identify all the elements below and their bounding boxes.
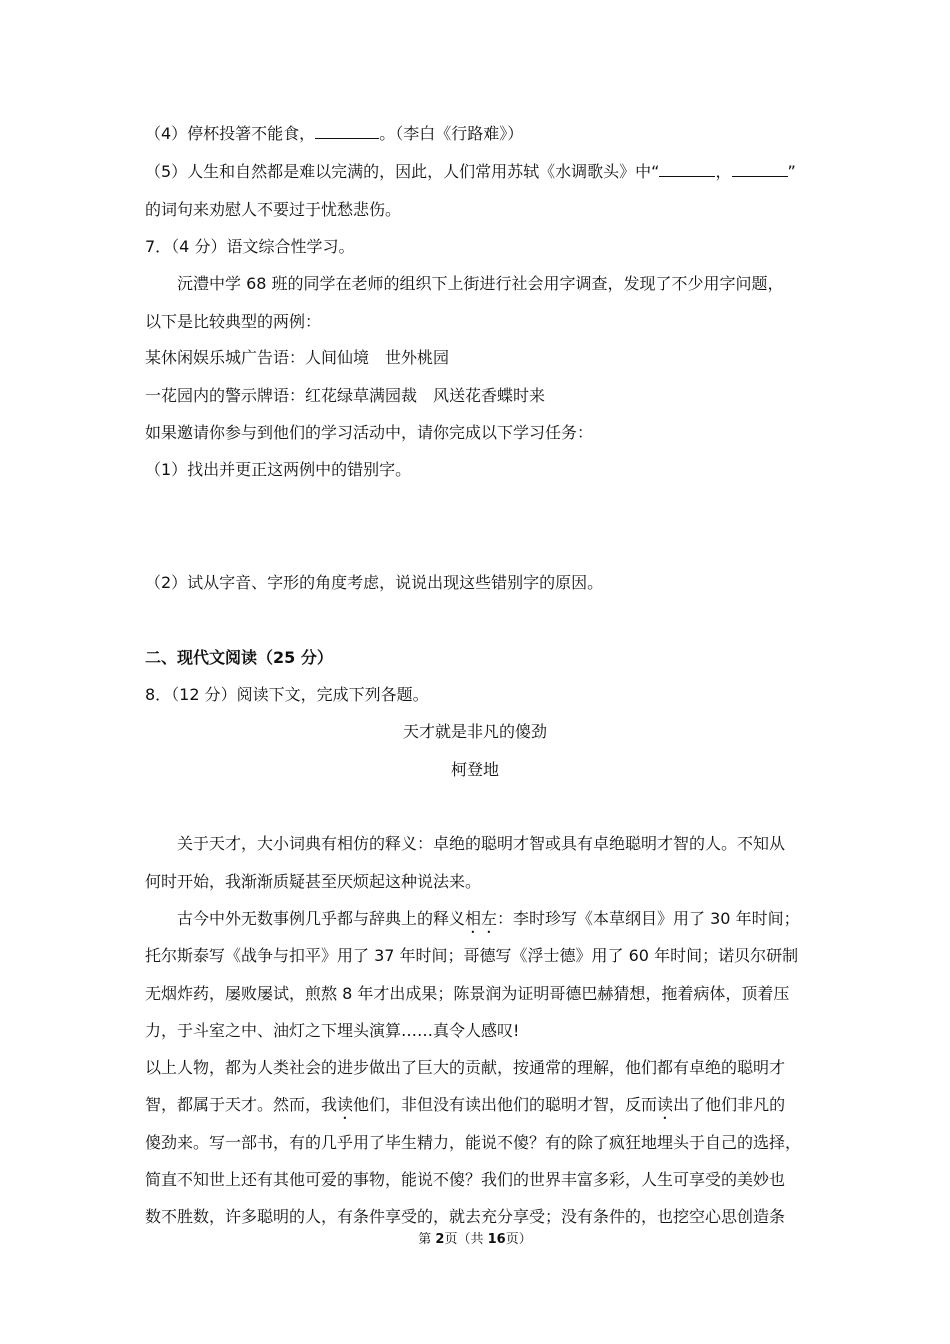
q7-task1: （1）找出并更正这两例中的错别字。 bbox=[145, 460, 412, 479]
answer-blank bbox=[659, 162, 715, 177]
q7-intro-line2: 以下是比较典型的两例： bbox=[145, 312, 322, 331]
page-footer: 第 2页（共 16页） bbox=[418, 1232, 532, 1247]
paragraph3-line4: 简直不知世上还有其他可爱的事物，能说不傻？我们的世界丰富多彩，人生可享受的美妙也 bbox=[145, 1170, 786, 1189]
q6-item5-line2: 的词句来劝慰人不要过于忧愁悲伤。 bbox=[145, 200, 402, 219]
paragraph2-line1: 古今中外无数事例几乎都与辞典上的释义相左：李时珍写《本草纲目》用了 30 年时间； bbox=[177, 909, 800, 928]
paragraph3-line1: 以上人物，都为人类社会的进步做出了巨大的贡献，按通常的理解，他们都有卓绝的聪明才 bbox=[145, 1058, 786, 1077]
paragraph2-line2: 托尔斯泰写《战争与扣平》用了 37 年时间；哥德写《浮士德》用了 60 年时间；诺贝尔研制 bbox=[145, 946, 799, 965]
q7-example2: 一花园内的警示牌语：红花绿草满园裁 风送花香蝶时来 bbox=[145, 386, 546, 405]
paragraph3-line5: 数不胜数，许多聪明的人，有条件享受的，就去充分享受；没有条件的，也挖空心思创造条 bbox=[145, 1207, 786, 1226]
answer-blank bbox=[315, 124, 379, 139]
article-title: 天才就是非凡的傻劲 bbox=[402, 722, 547, 741]
emphasized-word: 相左 bbox=[465, 909, 498, 928]
q6-item5: （5）人生和自然都是难以完满的，因此，人们常用苏轼《水调歌头》中“ ， ” bbox=[145, 162, 796, 181]
paragraph2-line4: 力，于斗室之中、油灯之下埋头演算……真令人感叹! bbox=[145, 1021, 520, 1040]
paragraph1-line1: 关于天才，大小词典有相仿的释义：卓绝的聪明才智或具有卓绝聪明才智的人。不知从 bbox=[177, 834, 786, 853]
q8-header: 8．（12 分）阅读下文，完成下列各题。 bbox=[145, 685, 429, 704]
article-author: 柯登地 bbox=[450, 760, 499, 779]
section-title: 二、现代文阅读（25 分） bbox=[145, 648, 333, 667]
paragraph3-line3: 傻劲来。写一部书，有的几乎用了毕生精力，能说不傻？有的除了疯狂地埋头于自己的选择， bbox=[145, 1133, 802, 1152]
q7-header: 7．（4 分）语文综合性学习。 bbox=[145, 237, 355, 256]
emphasized-word: 读 bbox=[657, 1095, 674, 1114]
q7-intro-line1: 沅澧中学 68 班的同学在老师的组织下上街进行社会用字调查，发现了不少用字问题， bbox=[177, 274, 784, 293]
q7-task-intro: 如果邀请你参与到他们的学习活动中，请你完成以下学习任务： bbox=[145, 423, 594, 442]
page-number: 2 bbox=[435, 1232, 445, 1247]
q7-example1: 某休闲娱乐城广告语：人间仙境 世外桃园 bbox=[145, 348, 450, 367]
answer-blank bbox=[732, 162, 788, 177]
q6-item4: （4）停杯投箸不能食， 。（李白《行路难》） bbox=[145, 124, 524, 143]
paragraph2-line3: 无烟炸药，屡败屡试，煎熬 8 年才出成果；陈景润为证明哥德巴赫猜想，拖着病体，顶着压 bbox=[145, 984, 790, 1003]
paragraph3-line2: 智，都属于天才。然而，我读他们，非但没有读出他们的聪明才智，反而读出了他们非凡的 bbox=[145, 1095, 786, 1114]
page-total: 16 bbox=[487, 1232, 506, 1247]
q7-task2: （2）试从字音、字形的角度考虑，说说出现这些错别字的原因。 bbox=[145, 573, 604, 592]
emphasized-word: 读 bbox=[337, 1095, 354, 1114]
paragraph1-line2: 何时开始，我渐渐质疑甚至厌烦起这种说法来。 bbox=[145, 872, 482, 891]
